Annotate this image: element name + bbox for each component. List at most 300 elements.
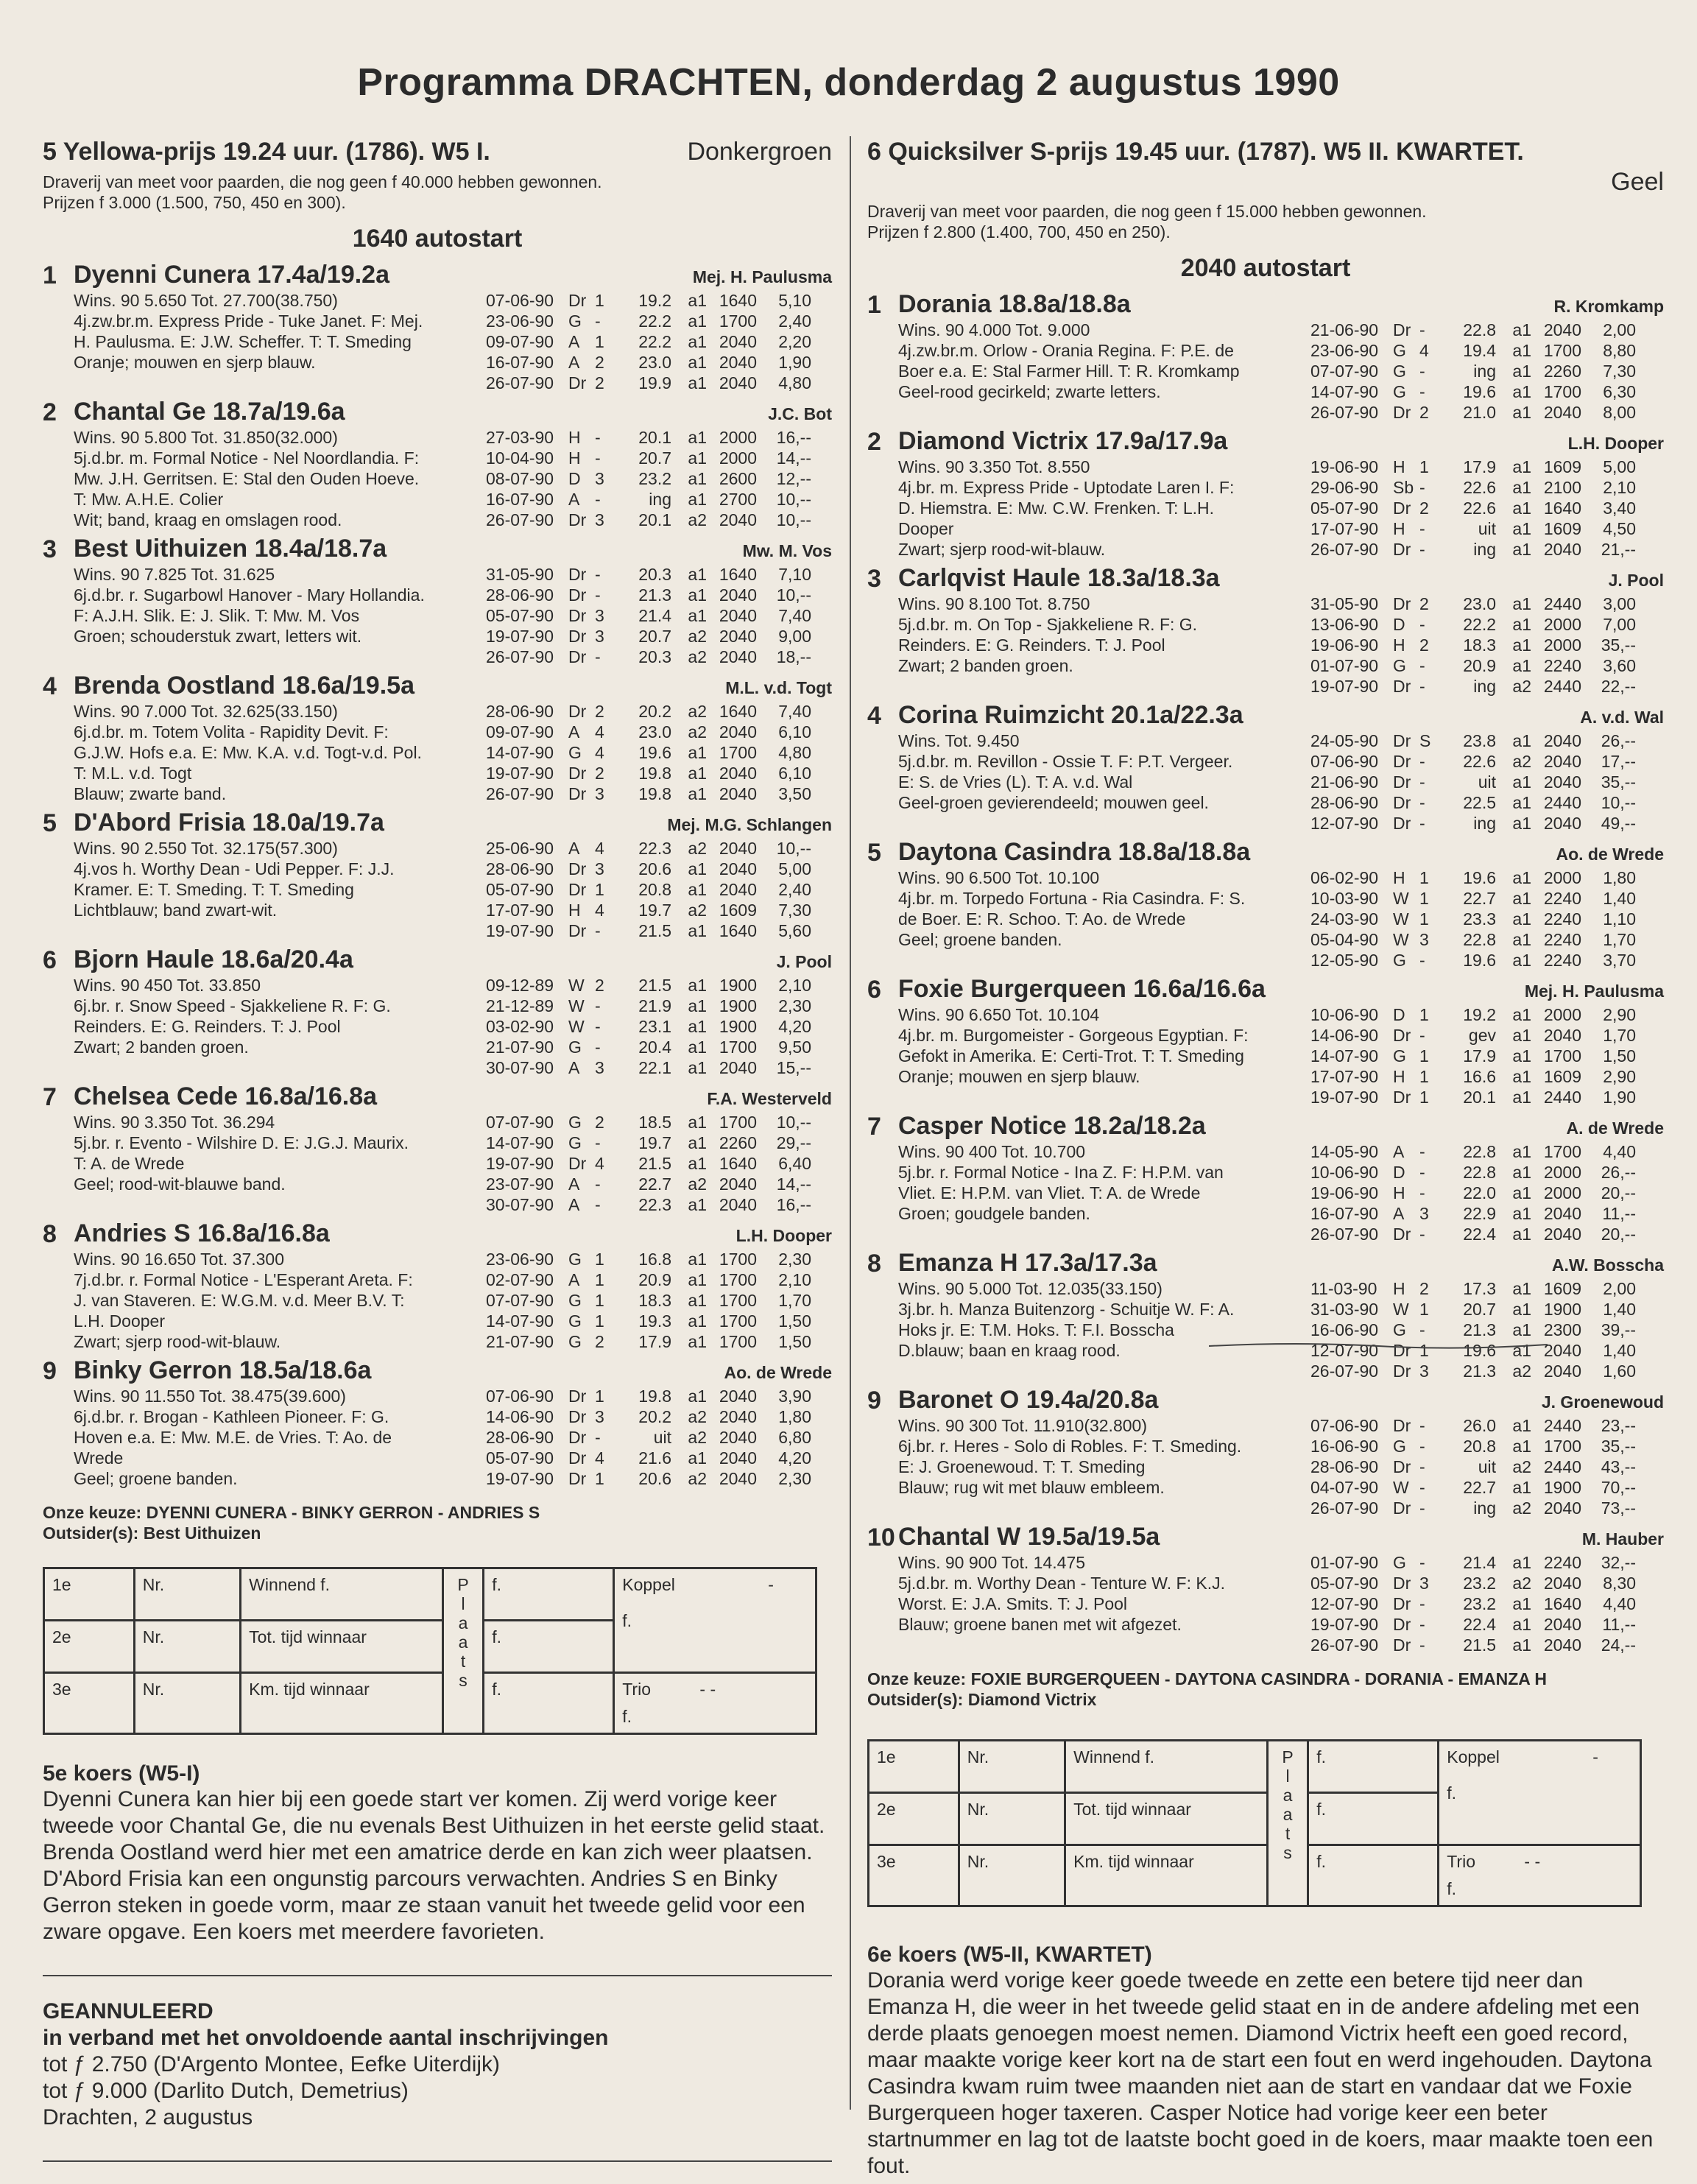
run-cell: 14-07-90 (486, 1133, 554, 1152)
run-cell: 23.2 (1463, 1574, 1496, 1593)
run-cell: 6,10 (778, 722, 811, 741)
run-cell: 14-06-90 (1310, 1026, 1379, 1045)
run-cell: 10,-- (776, 1113, 811, 1132)
keuze-line: Onze keuze: DYENNI CUNERA - BINKY GERRON - ANDRIES S (43, 1503, 540, 1522)
horse-description (898, 457, 1310, 560)
horse-entry (867, 701, 1664, 834)
horse-headline (74, 1219, 832, 1249)
run-cell: 2040 (719, 373, 757, 392)
horse-body (898, 1386, 1664, 1518)
horse-name: Andries S 16.8a/16.8a (74, 1219, 330, 1247)
run-cell: 3 (1419, 930, 1429, 949)
run-row (1310, 909, 1664, 929)
horse-details (74, 1249, 832, 1352)
form-nr-label[interactable]: Nr. (134, 1568, 240, 1621)
horse-recent-runs (1310, 1004, 1664, 1107)
run-cell: Dr (1393, 752, 1411, 771)
run-cell: 1700 (719, 1311, 757, 1331)
run-cell: 07-07-90 (486, 1291, 554, 1310)
run-cell: 2,00 (1603, 1279, 1636, 1298)
form-nr-label[interactable]: Nr. (959, 1741, 1065, 1793)
run-cell: 1609 (719, 901, 757, 920)
koppel-f: f. (1447, 1783, 1457, 1803)
run-cell: 2040 (1543, 731, 1581, 750)
run-cell: 2 (1419, 594, 1429, 613)
horse-trainer: Ao. de Wrede (1556, 845, 1664, 864)
run-cell: 2040 (719, 1195, 757, 1214)
horse-details (74, 1112, 832, 1215)
run-cell: 16.8 (638, 1250, 671, 1269)
run-row (1310, 1498, 1664, 1518)
run-cell: 14-07-90 (486, 1311, 554, 1331)
run-cell: 14-07-90 (486, 743, 554, 762)
run-cell: 05-07-90 (486, 880, 554, 899)
horse-body (898, 1112, 1664, 1244)
run-cell: - (1419, 1163, 1425, 1182)
run-row (1310, 402, 1664, 423)
run-row (1310, 950, 1664, 971)
description-line: Oranje; mouwen en sjerp blauw. (74, 353, 316, 372)
horse-details (898, 1278, 1664, 1381)
run-cell: 09-07-90 (486, 332, 554, 351)
run-cell: 3,40 (1603, 499, 1636, 518)
run-cell: - (595, 428, 601, 447)
description-line: 6j.d.br. m. Totem Volita - Rapidity Devit. F: (74, 722, 389, 741)
horse-description (74, 290, 486, 393)
run-cell: A (568, 353, 580, 372)
run-cell: a1 (688, 606, 707, 625)
horse-name: Corina Ruimzicht 20.1a/22.3a (898, 701, 1243, 729)
run-cell: 21.4 (638, 606, 671, 625)
run-cell: 2240 (1543, 1553, 1581, 1572)
horse-name: Brenda Oostland 18.6a/19.5a (74, 672, 414, 700)
horse-headline (898, 564, 1664, 593)
run-cell: a1 (688, 448, 707, 468)
horse-number: 4 (43, 672, 57, 700)
run-cell: a1 (688, 565, 707, 584)
run-cell: a2 (1512, 1362, 1531, 1381)
run-cell: - (1419, 1635, 1425, 1655)
description-line: Wit; band, kraag en omslagen rood. (74, 510, 342, 529)
horse-name: Dorania 18.8a/18.8a (898, 290, 1131, 318)
form-trio[interactable] (1439, 1845, 1641, 1906)
koppel-f: f. (622, 1611, 632, 1630)
horse-description (74, 1249, 486, 1352)
run-cell: 2240 (1543, 889, 1581, 908)
run-cell: 14-07-90 (1310, 382, 1379, 401)
form-koppel[interactable] (1439, 1741, 1641, 1845)
run-cell: 19.2 (638, 291, 671, 310)
horse-entry (43, 535, 832, 667)
run-cell: A (568, 1270, 580, 1289)
run-cell: - (1419, 1457, 1425, 1476)
run-cell: a1 (688, 784, 707, 803)
run-cell: 2040 (1543, 320, 1581, 339)
run-cell: 1900 (1543, 1478, 1581, 1497)
run-cell: a1 (688, 585, 707, 605)
run-cell: 1900 (719, 996, 757, 1015)
run-cell: 2040 (1543, 1574, 1581, 1593)
condition-line: Prijzen f 2.800 (1.400, 700, 450 en 250). (867, 222, 1171, 242)
form-f-field[interactable]: f. (484, 1621, 614, 1673)
run-row (1310, 498, 1664, 518)
description-line: 7j.d.br. r. Formal Notice - L'Esperant Areta. F: (74, 1270, 413, 1289)
run-cell: 2000 (1543, 615, 1581, 634)
run-cell: 20.6 (638, 859, 671, 878)
run-cell: Dr (1393, 403, 1411, 422)
run-row (1310, 1415, 1664, 1436)
form-row-label: 3e (44, 1673, 135, 1734)
description-line: 5j.d.br. m. Revillon - Ossie T. F: P.T. Vergeer. (898, 752, 1233, 771)
run-cell: a1 (1512, 731, 1531, 750)
run-cell: 20.8 (638, 880, 671, 899)
run-cell: G (568, 743, 582, 762)
race-5-betting-form (43, 1567, 817, 1735)
run-cell: a1 (1512, 1635, 1531, 1655)
run-cell: 1,40 (1603, 889, 1636, 908)
run-cell: W (1393, 930, 1409, 949)
run-row (1310, 1477, 1664, 1498)
run-cell: 26,-- (1601, 731, 1636, 750)
horse-headline (898, 290, 1664, 320)
run-cell: 2 (595, 976, 604, 995)
run-cell: - (1419, 1416, 1425, 1435)
run-cell: A (568, 332, 580, 351)
run-cell: G (568, 1311, 582, 1331)
run-row (486, 1112, 832, 1132)
horse-body (898, 427, 1664, 560)
horse-body (898, 1523, 1664, 1655)
run-cell: 73,-- (1601, 1498, 1636, 1518)
run-row (1310, 1361, 1664, 1381)
form-nr-label[interactable]: Nr. (959, 1793, 1065, 1845)
horse-trainer: Mej. M.G. Schlangen (667, 815, 832, 834)
form-koppel[interactable] (614, 1568, 816, 1673)
run-cell: 23.2 (638, 469, 671, 488)
run-cell: 2 (595, 1113, 604, 1132)
run-cell: a1 (688, 1133, 707, 1152)
run-cell: 2240 (1543, 909, 1581, 929)
run-cell: a1 (1512, 868, 1531, 887)
run-cell: 17-07-90 (486, 901, 554, 920)
form-km-tijd-label[interactable]: Km. tijd winnaar (241, 1673, 443, 1734)
horse-headline (74, 1356, 832, 1386)
run-cell: 8,00 (1603, 403, 1636, 422)
run-cell: 07-06-90 (1310, 752, 1379, 771)
run-cell: 4 (595, 839, 604, 858)
run-cell: 1,80 (778, 1407, 811, 1426)
horse-trainer: Mej. H. Paulusma (1524, 982, 1664, 1001)
run-cell: 2040 (719, 764, 757, 783)
horse-details (898, 1004, 1664, 1107)
run-cell: - (1419, 772, 1425, 792)
run-cell: H (1393, 1067, 1405, 1086)
run-row (1310, 1436, 1664, 1456)
description-line: Wins. 90 6.500 Tot. 10.100 (898, 868, 1100, 887)
run-cell: 1 (1419, 868, 1429, 887)
run-cell: a1 (1512, 1320, 1531, 1339)
run-cell: 20.4 (638, 1038, 671, 1057)
form-nr-label[interactable]: Nr. (134, 1621, 240, 1673)
run-cell: 70,-- (1601, 1478, 1636, 1497)
description-line: Wins. 90 5.000 Tot. 12.035(33.150) (898, 1279, 1163, 1298)
run-cell: a1 (1512, 951, 1531, 970)
horse-description (74, 564, 486, 667)
run-cell: - (1419, 320, 1425, 339)
run-cell: 2040 (719, 627, 757, 646)
run-cell: a1 (688, 1038, 707, 1057)
race-6-start: 2040 autostart (1180, 254, 1351, 282)
run-cell: Dr (1393, 731, 1411, 750)
run-cell: a1 (688, 1058, 707, 1077)
run-cell: 12,-- (776, 469, 811, 488)
run-cell: 2040 (1543, 772, 1581, 792)
form-tot-tijd-label[interactable]: Tot. tijd winnaar (241, 1621, 443, 1673)
annulled-title: GEANNULEERD (43, 1999, 214, 2023)
description-line: Blauw; rug wit met blauw embleem. (898, 1478, 1165, 1497)
run-cell: 1609 (1543, 457, 1581, 476)
form-f-field[interactable]: f. (484, 1673, 614, 1734)
run-row (486, 859, 832, 879)
run-row (486, 1427, 832, 1448)
description-line: Wins. 90 8.100 Tot. 8.750 (898, 594, 1090, 613)
run-cell: 17.3 (1463, 1279, 1496, 1298)
run-cell: - (1419, 1553, 1425, 1572)
description-line: 5j.br. r. Formal Notice - Ina Z. F: H.P.M. van (898, 1163, 1224, 1182)
run-cell: Dr (568, 764, 587, 783)
description-line: Wins. 90 400 Tot. 10.700 (898, 1142, 1086, 1161)
run-cell: 02-07-90 (486, 1270, 554, 1289)
description-line: Worst. E: J.A. Smits. T: J. Pool (898, 1594, 1128, 1613)
run-cell: - (1419, 362, 1425, 381)
horse-recent-runs (1310, 1415, 1664, 1518)
run-row (1310, 593, 1664, 614)
run-cell: 28-06-90 (1310, 1457, 1379, 1476)
run-cell: 20.2 (638, 702, 671, 721)
run-cell: 1 (1419, 1005, 1429, 1024)
run-cell: - (1419, 519, 1425, 538)
run-cell: a1 (688, 428, 707, 447)
description-line: L.H. Dooper (74, 1311, 166, 1331)
run-cell: 2040 (719, 1407, 757, 1426)
run-cell: 22.8 (1463, 1142, 1496, 1161)
run-cell: 4 (595, 1154, 604, 1173)
horse-headline (74, 672, 832, 701)
run-cell: 2040 (719, 722, 757, 741)
run-cell: 22.7 (638, 1174, 671, 1194)
run-cell: 3 (595, 859, 604, 878)
run-cell: Dr (1393, 814, 1411, 833)
run-cell: 2000 (1543, 1005, 1581, 1024)
horse-recent-runs (1310, 730, 1664, 834)
run-cell: 19-07-90 (1310, 677, 1379, 696)
horse-number: 7 (43, 1083, 57, 1111)
run-cell: 2040 (719, 1058, 757, 1077)
run-cell: 13-06-90 (1310, 615, 1379, 634)
horse-number: 6 (43, 946, 57, 974)
run-cell: 20.9 (1463, 656, 1496, 675)
run-row (486, 1406, 832, 1427)
form-km-tijd-label[interactable]: Km. tijd winnaar (1065, 1845, 1268, 1906)
run-cell: A (568, 1174, 580, 1194)
run-cell: H (1393, 1183, 1405, 1202)
run-cell: 2040 (1543, 1341, 1581, 1360)
horse-details (898, 457, 1664, 560)
run-row (1310, 1320, 1664, 1340)
horse-name: Chantal Ge 18.7a/19.6a (74, 398, 345, 426)
run-cell: 1700 (719, 311, 757, 331)
run-cell: - (1419, 478, 1425, 497)
run-cell: - (1419, 793, 1425, 812)
run-cell: 2000 (1543, 635, 1581, 655)
run-cell: 05-07-90 (486, 606, 554, 625)
run-cell: - (595, 921, 601, 940)
run-cell: 3 (595, 606, 604, 625)
run-cell: 12-07-90 (1310, 1341, 1379, 1360)
run-cell: 1700 (1543, 1046, 1581, 1065)
horse-trainer: J. Pool (1608, 571, 1664, 590)
run-cell: 1640 (719, 702, 757, 721)
run-cell: G (1393, 362, 1406, 381)
run-cell: 22.0 (1463, 1183, 1496, 1202)
run-cell: a1 (688, 311, 707, 331)
run-cell: a1 (688, 1270, 707, 1289)
run-cell: 18.3 (638, 1291, 671, 1310)
annulled-notice (43, 1998, 832, 2131)
trio-label: Trio (1447, 1852, 1475, 1871)
form-tot-tijd-label[interactable]: Tot. tijd winnaar (1065, 1793, 1268, 1845)
form-nr-label[interactable]: Nr. (959, 1845, 1065, 1906)
description-line: Groen; schouderstuk zwart, letters wit. (74, 627, 362, 646)
run-cell: a1 (1512, 362, 1531, 381)
run-cell: 2260 (1543, 362, 1581, 381)
race-6-title: 6 Quicksilver S-prijs 19.45 uur. (1787). W5 II. KWARTET. (867, 138, 1524, 166)
run-cell: 22.8 (1463, 320, 1496, 339)
koppel-label: Koppel (622, 1575, 675, 1594)
form-winnend-label[interactable]: Winnend f. (1065, 1741, 1268, 1793)
run-cell: 2040 (1543, 752, 1581, 771)
horse-headline (74, 535, 832, 564)
run-cell: a1 (1512, 1341, 1531, 1360)
form-f-field[interactable]: f. (1308, 1845, 1439, 1906)
run-cell: 2040 (719, 880, 757, 899)
run-cell: 1609 (1543, 1067, 1581, 1086)
condition-line: Draverij van meet voor paarden, die nog geen f 15.000 hebben gewonnen. (867, 202, 1427, 221)
run-cell: 12-05-90 (1310, 951, 1379, 970)
run-cell: 2040 (719, 353, 757, 372)
run-cell: Dr (568, 627, 587, 646)
run-cell: 19.3 (638, 1311, 671, 1331)
horse-name: Carlqvist Haule 18.3a/18.3a (898, 564, 1220, 592)
run-cell: 3 (595, 784, 604, 803)
run-cell: a1 (688, 1017, 707, 1036)
run-cell: - (1419, 1225, 1425, 1244)
run-cell: G (1393, 1437, 1406, 1456)
run-cell: 12-07-90 (1310, 1594, 1379, 1613)
form-row-label: 2e (869, 1793, 959, 1845)
run-cell: H (1393, 519, 1405, 538)
form-f-field[interactable]: f. (1308, 1793, 1439, 1845)
description-line: Zwart; sjerp rood-wit-blauw. (898, 540, 1106, 559)
run-cell: G (568, 1332, 582, 1351)
run-cell: G (1393, 656, 1406, 675)
horse-description (74, 1112, 486, 1215)
form-f-field[interactable]: f. (1308, 1741, 1439, 1793)
run-cell: a1 (688, 880, 707, 899)
description-line: Oranje; mouwen en sjerp blauw. (898, 1067, 1140, 1086)
horse-name: Casper Notice 18.2a/18.2a (898, 1112, 1206, 1140)
run-cell: - (1419, 752, 1425, 771)
form-f-field[interactable]: f. (484, 1568, 614, 1621)
run-cell: 23-06-90 (1310, 341, 1379, 360)
run-cell: 22.6 (1463, 499, 1496, 518)
horse-body (74, 1219, 832, 1352)
run-cell: - (1419, 1478, 1425, 1497)
run-cell: ing (1473, 1498, 1496, 1518)
horse-trainer: Mej. H. Paulusma (692, 267, 832, 286)
run-cell: 17,-- (1601, 752, 1636, 771)
run-cell: 31-05-90 (1310, 594, 1379, 613)
horse-number: 6 (867, 976, 881, 1004)
run-cell: 22.7 (1463, 1478, 1496, 1497)
run-cell: a2 (688, 702, 707, 721)
run-cell: - (1419, 1437, 1425, 1456)
run-cell: a1 (1512, 320, 1531, 339)
run-cell: 16,-- (776, 428, 811, 447)
run-cell: a1 (688, 996, 707, 1015)
run-cell: 19-06-90 (1310, 457, 1379, 476)
form-winnend-label[interactable]: Winnend f. (241, 1568, 443, 1621)
horse-recent-runs (486, 427, 832, 530)
run-cell: 1,70 (778, 1291, 811, 1310)
horse-description (74, 838, 486, 941)
horse-number: 5 (867, 839, 881, 867)
run-cell: 20.7 (638, 627, 671, 646)
horse-body (74, 809, 832, 941)
description-line: Reinders. E: G. Reinders. T: J. Pool (898, 635, 1165, 655)
form-trio[interactable] (614, 1673, 816, 1734)
run-cell: 1640 (1543, 1594, 1581, 1613)
run-cell: 9,50 (778, 1038, 811, 1057)
run-cell: 2040 (719, 859, 757, 878)
run-cell: 11-03-90 (1310, 1279, 1377, 1298)
run-cell: 3 (595, 1058, 604, 1077)
run-cell: 1 (595, 1291, 604, 1310)
run-cell: a1 (688, 373, 707, 392)
run-cell: a1 (1512, 1005, 1531, 1024)
description-line: 5j.d.br. m. Formal Notice - Nel Noordlandia. F: (74, 448, 420, 468)
run-cell: - (1419, 1142, 1425, 1161)
run-row (486, 373, 832, 393)
run-cell: 23-06-90 (486, 311, 554, 331)
run-cell: 1609 (1543, 519, 1581, 538)
run-cell: 16-07-90 (1310, 1204, 1379, 1223)
run-cell: - (1419, 814, 1425, 833)
horse-recent-runs (1310, 593, 1664, 697)
run-cell: 2 (1419, 499, 1429, 518)
horse-description (898, 1004, 1310, 1107)
run-cell: 14-06-90 (486, 1407, 554, 1426)
run-cell: 06-02-90 (1310, 868, 1379, 887)
run-cell: 20.3 (638, 565, 671, 584)
description-line: Dooper (898, 519, 954, 538)
run-row (1310, 1456, 1664, 1477)
run-cell: a1 (688, 921, 707, 940)
run-cell: a2 (1512, 1574, 1531, 1593)
run-cell: 1 (595, 1387, 604, 1406)
form-nr-label[interactable]: Nr. (134, 1673, 240, 1734)
run-cell: a1 (688, 1387, 707, 1406)
